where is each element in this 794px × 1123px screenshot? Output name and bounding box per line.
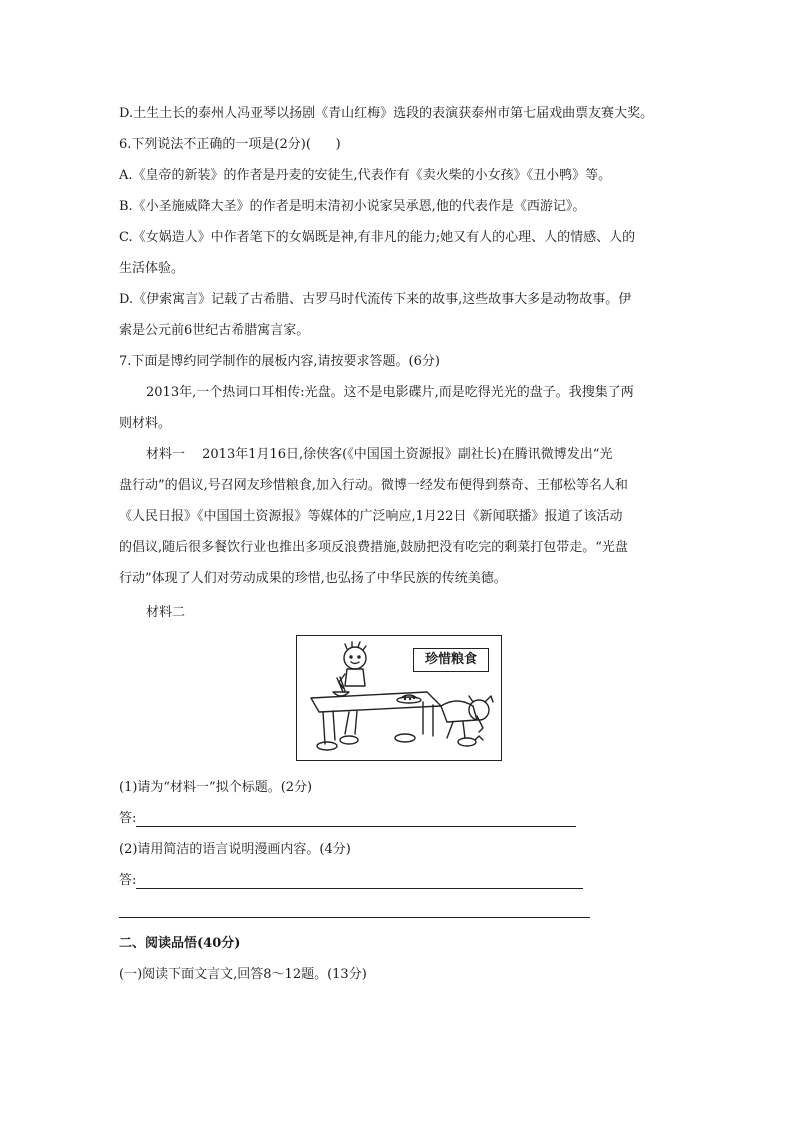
- answer-row-2: [119, 873, 583, 889]
- intro-paragraph-cont: 则材料。: [119, 416, 172, 431]
- question-6-option-b: B.《小圣施威降大圣》的作者是明末清初小说家吴承恩,他的代表作是《西游记》。: [119, 199, 586, 214]
- sub-question-1: (1)请为“材料一”拟个标题。(2分): [119, 780, 313, 795]
- material-1-line-3: 《人民日报》《中国国土资源报》等媒体的广泛响应,1月22日《新闻联播》报道了该活动: [119, 509, 623, 524]
- question-6-option-c-cont: 生活体验。: [119, 261, 185, 276]
- question-6-option-d: D.《伊索寓言》记载了古希腊、古罗马时代流传下来的故事,这些故事大多是动物故事。伊: [119, 292, 632, 307]
- answer-blank-1[interactable]: [136, 814, 576, 827]
- cartoon-illustration: [296, 635, 502, 761]
- intro-paragraph: 2013年,一个热词口耳相传:光盘。这不是电影碟片,而是吃得光光的盘子。我搜集了两: [146, 385, 634, 400]
- answer-row-1: [119, 811, 576, 827]
- answer-blank-2[interactable]: [136, 876, 583, 889]
- question-6-option-d-cont: 索是公元前6世纪古希腊寓言家。: [119, 323, 310, 338]
- material-2-label: 材料二: [146, 605, 186, 620]
- option-d-prev-question: D.土生土长的泰州人冯亚琴以扬剧《青山红梅》选段的表演获泰州市第七届戏曲票友赛大奖。: [119, 106, 654, 121]
- material-1: 材料一 2013年1月16日,徐侠客(《中国国土资源报》副社长)在腾讯微博发出“光: [146, 447, 613, 462]
- question-6: 6.下列说法不正确的一项是(2分)( ): [119, 137, 341, 152]
- answer-blank-2-line-2[interactable]: [119, 917, 590, 918]
- sub-question-2: (2)请用简洁的语言说明漫画内容。(4分): [119, 842, 351, 857]
- question-6-option-a: A.《皇帝的新装》的作者是丹麦的安徒生,代表作有《卖火柴的小女孩》《丑小鸭》等。: [119, 168, 612, 183]
- question-6-option-c: C.《女娲造人》中作者笔下的女娲既是神,有非凡的能力;她又有人的心理、人的情感、人的: [119, 230, 636, 245]
- section-2-heading: 二、阅读品悟(40分): [119, 936, 241, 951]
- question-7: 7.下面是博约同学制作的展板内容,请按要求答题。(6分): [119, 354, 440, 369]
- answer-label: 答:: [119, 873, 137, 888]
- section-2-part-1: (一)阅读下面文言文,回答8～12题。(13分): [119, 967, 367, 982]
- cartoon-sign: 珍惜粮食: [413, 648, 489, 672]
- material-1-line-5: 行动”体现了人们对劳动成果的珍惜,也弘扬了中华民族的传统美德。: [119, 571, 507, 586]
- material-1-line-4: 的倡议,随后很多餐饮行业也推出多项反浪费措施,鼓励把没有吃完的剩菜打包带走。“光盘: [119, 540, 628, 555]
- material-1-line-2: 盘行动”的倡议,号召网友珍惜粮食,加入行动。微博一经发布便得到蔡奇、王郁松等名人和: [119, 478, 628, 493]
- answer-label: 答:: [119, 811, 137, 826]
